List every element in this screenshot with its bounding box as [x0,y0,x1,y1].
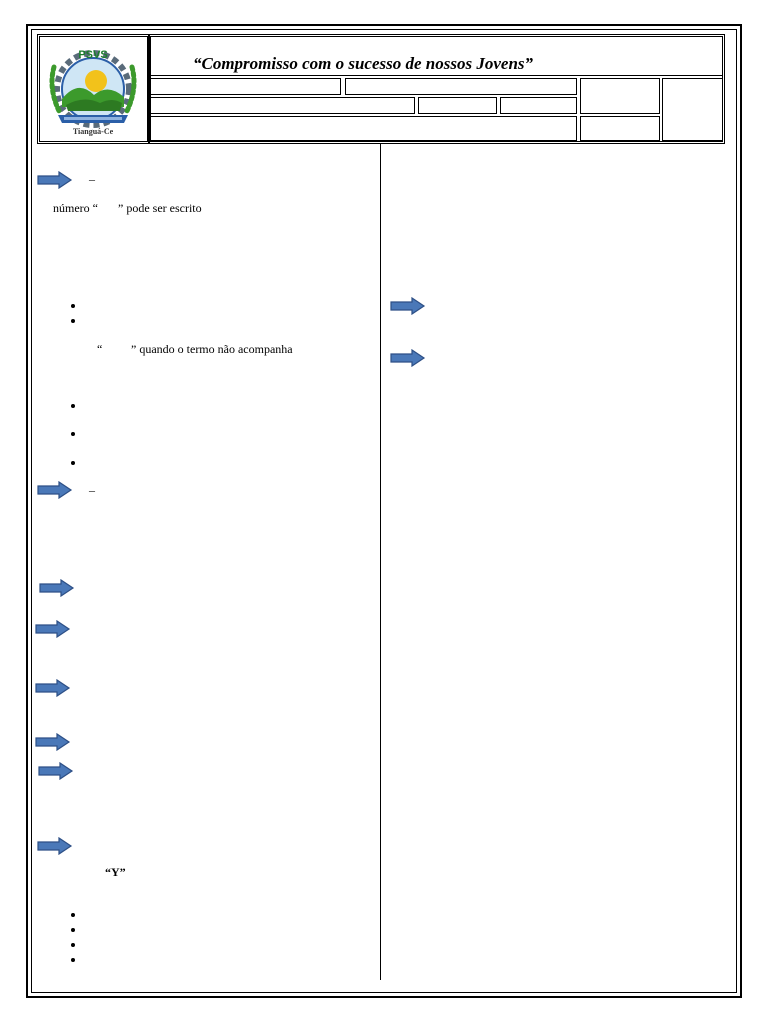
field-score[interactable] [662,78,723,141]
arrow-icon [35,679,71,697]
field-date[interactable] [500,97,577,114]
bullet [71,432,75,436]
text-quando-a: “ [97,342,103,356]
bullet [71,319,75,323]
logo-acronym: PSVS [78,49,108,61]
field-teacher[interactable] [345,78,577,95]
arrow-icon [35,620,71,638]
field-student[interactable] [150,97,415,114]
text-numero-a: número “ [53,201,98,215]
field-name[interactable] [150,78,341,95]
text-quando-b: ” quando o termo não acompanha [131,342,293,356]
field-grade-value[interactable] [580,116,660,141]
bullet [71,928,75,932]
arrow-icon [390,349,426,367]
bullet [71,461,75,465]
logo-city: Tianguá-Ce [72,127,114,136]
field-grade[interactable] [580,78,660,114]
bullet [71,913,75,917]
arrow-icon [37,171,73,189]
column-divider [380,144,381,980]
bullet [71,958,75,962]
bullet [71,943,75,947]
text-numero-b: ” pode ser escrito [118,201,202,215]
arrow-icon [39,579,75,597]
arrow-icon [38,762,74,780]
arrow-icon [37,481,73,499]
school-motto: “Compromisso com o sucesso de nossos Jovens” [192,54,534,73]
field-class[interactable] [418,97,497,114]
logo-box [37,34,150,144]
field-subject[interactable] [150,116,577,141]
bullet [71,404,75,408]
arrow-icon [37,837,73,855]
arrow-icon [35,733,71,751]
school-logo [40,37,147,141]
dash: – [89,483,95,497]
arrow-icon [390,297,426,315]
page-inner-border [31,29,737,993]
bullet [71,304,75,308]
dash: – [89,172,95,186]
text-quote-y: “Y” [105,865,126,879]
